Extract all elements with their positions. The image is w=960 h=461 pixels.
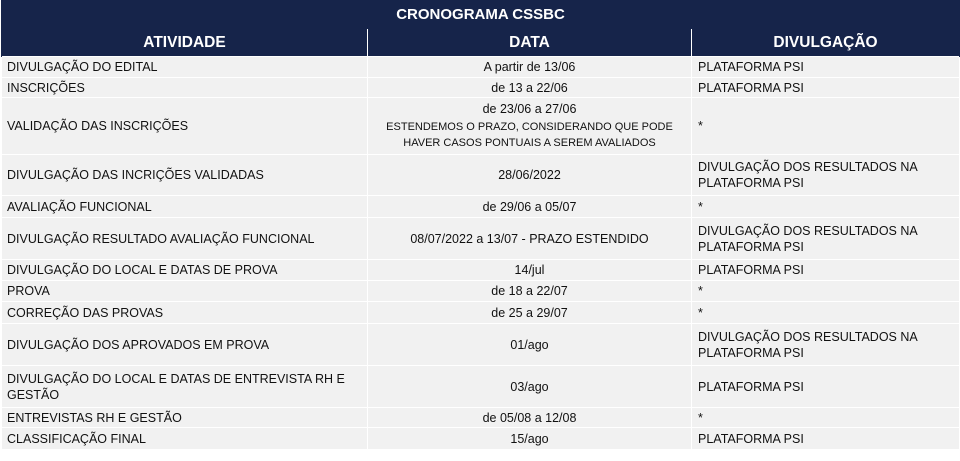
table-row (2, 155, 960, 196)
date-value: de 25 a 29/07 (491, 305, 568, 320)
activity-cell: DIVULGAÇÃO DO EDITAL (2, 57, 368, 78)
table-row (2, 366, 960, 408)
activity-cell: DIVULGAÇÃO DO LOCAL E DATAS DE ENTREVISTA RH E GESTÃO (2, 366, 368, 408)
activity-cell: DIVULGAÇÃO DO LOCAL E DATAS DE PROVA (2, 260, 368, 281)
schedule-table (1, 0, 960, 450)
table-row (2, 408, 960, 428)
header-activity: ATIVIDADE (2, 29, 368, 57)
activity-cell: PROVA (2, 281, 368, 302)
activity-cell: DIVULGAÇÃO RESULTADO AVALIAÇÃO FUNCIONAL (2, 218, 368, 260)
table-row (2, 196, 960, 218)
date-cell (368, 324, 692, 366)
date-cell (368, 408, 692, 428)
date-value: de 05/08 a 12/08 (482, 410, 577, 425)
activity-cell: DIVULGAÇÃO DOS APROVADOS EM PROVA (2, 324, 368, 366)
activity-cell: VALIDAÇÃO DAS INSCRIÇÕES (2, 98, 368, 155)
table-row (2, 324, 960, 366)
date-value: de 29/06 a 05/07 (482, 199, 577, 214)
activity-cell: AVALIAÇÃO FUNCIONAL (2, 196, 368, 218)
activity-cell: ENTREVISTAS RH E GESTÃO (2, 408, 368, 428)
table-title: CRONOGRAMA CSSBC (2, 1, 960, 29)
publication-cell: DIVULGAÇÃO DOS RESULTADOS NA PLATAFORMA PSI (692, 155, 960, 196)
date-value: 14/jul (514, 263, 545, 277)
publication-cell: * (692, 302, 960, 324)
publication-cell: PLATAFORMA PSI (692, 78, 960, 98)
publication-cell: PLATAFORMA PSI (692, 260, 960, 281)
table-row (2, 428, 960, 450)
date-cell (368, 281, 692, 302)
table-row (2, 78, 960, 98)
publication-cell: PLATAFORMA PSI (692, 366, 960, 408)
publication-cell: PLATAFORMA PSI (692, 57, 960, 78)
date-cell (368, 218, 692, 260)
header-date: DATA (368, 29, 692, 57)
date-value: de 18 a 22/07 (491, 284, 568, 298)
activity-cell: INSCRIÇÕES (2, 78, 368, 98)
date-value: 03/ago (510, 379, 549, 394)
table-row (2, 218, 960, 260)
table-row (2, 281, 960, 302)
publication-cell: * (692, 281, 960, 302)
date-cell (368, 155, 692, 196)
activity-cell: DIVULGAÇÃO DAS INCRIÇÕES VALIDADAS (2, 155, 368, 196)
publication-cell: * (692, 98, 960, 155)
table-row (2, 57, 960, 78)
date-value: A partir de 13/06 (483, 60, 576, 74)
date-value: 01/ago (510, 337, 549, 352)
publication-cell: DIVULGAÇÃO DOS RESULTADOS NA PLATAFORMA PSI (692, 218, 960, 260)
header-row (2, 29, 960, 57)
date-cell (368, 78, 692, 98)
date-value: de 23/06 a 27/06 (482, 102, 577, 116)
date-cell (368, 260, 692, 281)
date-value: de 13 a 22/06 (491, 80, 568, 95)
date-cell (368, 57, 692, 78)
date-cell (368, 366, 692, 408)
date-cell (368, 428, 692, 450)
publication-cell: * (692, 408, 960, 428)
date-cell (368, 196, 692, 218)
schedule-body (2, 57, 960, 450)
header-publication: DIVULGAÇÃO (692, 29, 960, 57)
publication-cell: DIVULGAÇÃO DOS RESULTADOS NA PLATAFORMA PSI (692, 324, 960, 366)
table-row (2, 260, 960, 281)
date-cell (368, 302, 692, 324)
activity-cell: CORREÇÃO DAS PROVAS (2, 302, 368, 324)
title-row (2, 1, 960, 29)
publication-cell: PLATAFORMA PSI (692, 428, 960, 450)
date-value: 28/06/2022 (498, 168, 561, 182)
date-cell (368, 98, 692, 155)
table-row (2, 98, 960, 155)
date-note: ESTENDEMOS O PRAZO, CONSIDERANDO QUE PODE HAVER CASOS PONTUAIS A SEREM AVALIADOS (386, 121, 673, 149)
activity-cell: CLASSIFICAÇÃO FINAL (2, 428, 368, 450)
date-value: 15/ago (510, 431, 549, 446)
publication-cell: * (692, 196, 960, 218)
table-row (2, 302, 960, 324)
date-value: 08/07/2022 a 13/07 - PRAZO ESTENDIDO (410, 231, 649, 246)
